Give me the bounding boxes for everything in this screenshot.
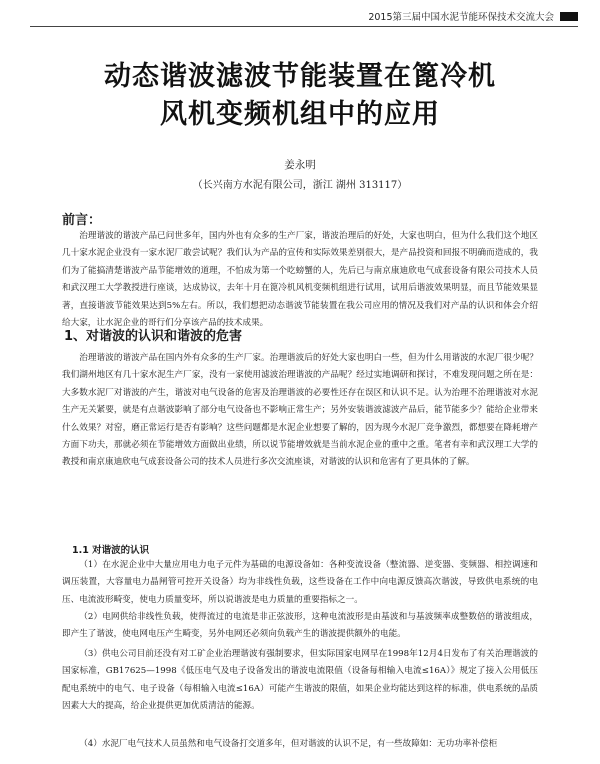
author: 姜永明	[284, 159, 316, 171]
conference-name: 2015第三届中国水泥节能环保技术交流大会	[368, 12, 554, 23]
title-line-1: 动态谐波滤波节能装置在篦冷机	[104, 61, 496, 92]
item-4-paragraph: （4）水泥厂电气技术人员虽然和电气设备打交道多年，但对谐波的认识不足，有一些故障如：无功功率补偿柜	[79, 739, 498, 749]
item-1-paragraph: （1）在水泥企业中大量应用电力电子元件为基础的电源设备如：各种变流设备（整流器、逆变器、变频器、相控调速和调压装置，大容量电力晶闸管可控开关设备）均为非线性负载，这些设备在工作中向电源反馈高次谐波，导致供电系统的电压、电流波形畸变，使电力质量变坏，所以说谐波是电力质量的重要指标之一。	[62, 560, 538, 605]
affiliation: （长兴南方水泥有限公司，浙江 湖州 313117）	[192, 180, 408, 191]
paper-title	[30, 58, 570, 134]
header-rule	[30, 26, 578, 27]
section-1-paragraph: 治理谐波的谐波产品在国内外有众多的生产厂家。治理谐波后的好处大家也明白一些，但为什么用谐波的水泥厂很少呢？我们湖州地区有几十家水泥生产厂家，没有一家使用滤波治理谐波的产品呢？经过实地调研和探讨，不难发现问题之所在是：大多数水泥厂对谐波的产生，谐波对电气设备的危害及治理谐波的必要性还存在误区和认识不足。认为治理不治理谐波对水泥生产无关紧要，就是有点谐波影响了部分电气设备也不影响正常生产；另外安装谐波滤波产品后，能节能多少？能给企业带来什么效果？对窑，磨正常运行是否有影响？这些问题都是水泥企业想要了解的，因为现今水泥厂竞争激烈，都想要在降耗增产方面下功夫，那就必须在节能增效方面做出业绩，所以说节能增效就是当前水泥企业的重中之重。笔者有幸和武汉理工大学的教授和南京康迪欣电气成套设备公司的技术人员进行多次交流座谈，对谐波的认识和危害有了更具体的了解。	[62, 353, 538, 468]
item-2-paragraph: （2）电网供给非线性负载，使得流过的电流是非正弦波形，这种电流波形是由基波和与基波频率成整数倍的谐波组成，即产生了谐波，使电网电压产生畸变，另外电网还必须向负载产生的谐波提供额外的电能。	[62, 612, 538, 640]
foreword-paragraph: 治理谐波的谐波产品已问世多年，国内外也有众多的生产厂家，谐波治理后的好处，大家也明白，但为什么我们这个地区几十家水泥企业没有一家水泥厂敢尝试呢？我们认为产品的宣传和实际效果差别很大，是产品投资和回报不明确而造成的，我们为了能搞清楚谐波产品节能增效的道理，不怕成为第一个吃螃蟹的人，先后已与南京康迪欣电气成套设备有限公司技术人员和武汉理工大学教授进行座谈，达成协议，去年十月在篦冷机风机变频机组进行试用，试用后谐波效果明显，而且节能效果显著，直接谐波节能效果达到5%左右。所以，我们想把动态谐波节能装置在我公司应用的情况及我们对产品的认识和体会介绍给大家，让水泥企业的哥行们分享该产品的技术成果。	[62, 231, 538, 329]
item-3-paragraph: （3）供电公司目前还没有对工矿企业治理谐波有强制要求，但实际国家电网早在1998年12月4日发布了有关治理谐波的国家标准，GB17625—1998《低压电气及电子设备发出的谐波电流限值（设备每相输入电流≤16A）》规定了接入公用低压配电系统中的电气、电子设备（每相输入电流≤16A）可能产生谐波的限值，如果企业均能达到这样的标准，供电系统的品质因素大大的提高，给企业提供更加优质清洁的能源。	[62, 649, 538, 712]
running-head	[368, 9, 578, 23]
section-1-heading: 1、对谐波的认识和谐波的危害	[64, 329, 243, 344]
subsection-1-1-heading: 1.1 对谐波的认识	[72, 545, 150, 556]
title-line-2: 风机变频机组中的应用	[160, 99, 440, 130]
foreword-heading: 前言：	[62, 213, 102, 228]
header-bar-mark	[560, 12, 578, 21]
